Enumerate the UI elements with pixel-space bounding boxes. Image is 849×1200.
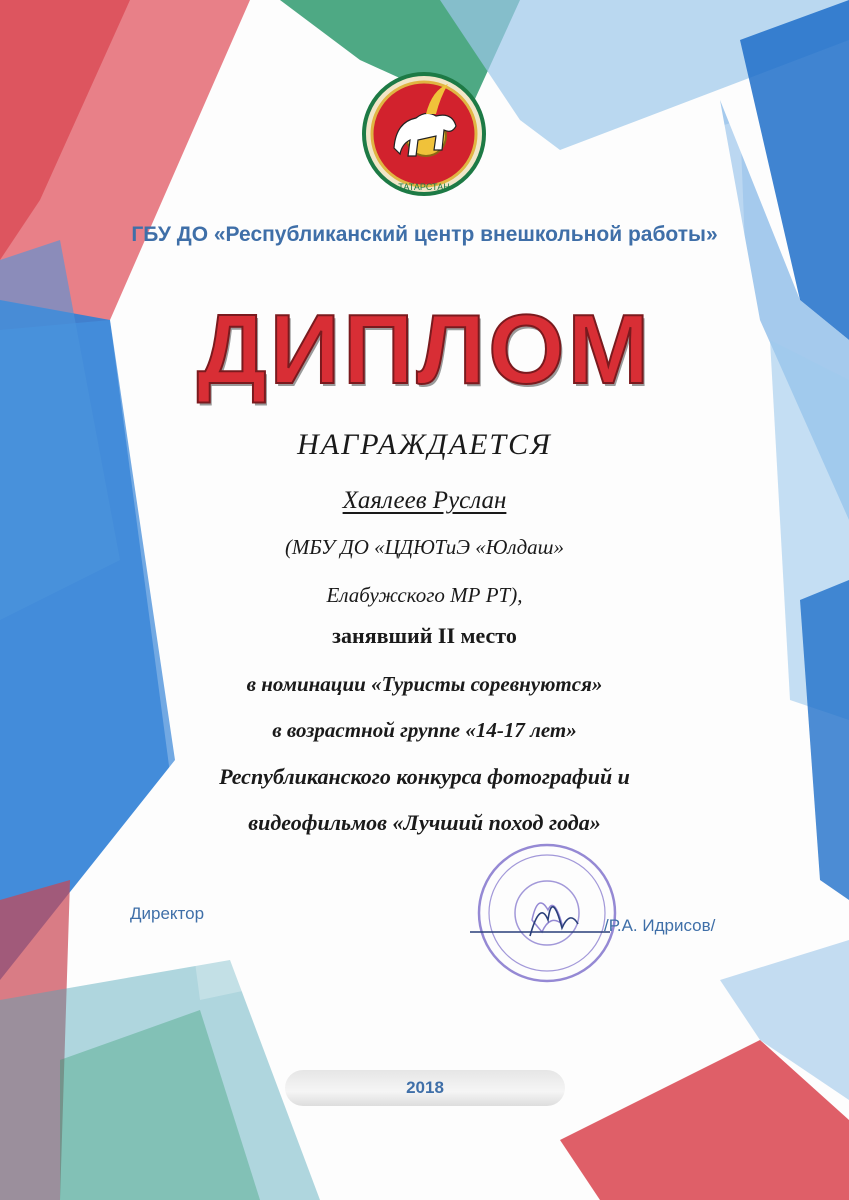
- recipient-org-line1: (МБУ ДО «ЦДЮТиЭ «Юлдаш»: [284, 535, 565, 559]
- director-signature: [470, 880, 650, 950]
- year-text: 2018: [406, 1078, 444, 1097]
- director-name: /Р.А. Идрисов/: [604, 916, 716, 935]
- awarded-label: НАГРАЖДАЕТСЯ: [297, 428, 552, 461]
- nomination-text: в номинации «Туристы соревнуются»: [246, 672, 603, 696]
- age-group-text: в возрастной группе «14-17 лет»: [272, 718, 577, 742]
- organization-name: ГБУ ДО «Республиканский центр внешкольной работы»: [131, 223, 718, 246]
- recipient-name: [0, 487, 849, 515]
- recipient-org-line2: Елабужского МР РТ),: [326, 583, 523, 607]
- recipient-name-text: Хаялеев Руслан: [342, 487, 507, 514]
- contest-line2: видеофильмов «Лучший поход года»: [248, 810, 601, 835]
- director-label: Директор: [130, 904, 205, 923]
- tatarstan-emblem-icon: [356, 70, 492, 200]
- svg-text:ТАТАРСТАН: ТАТАРСТАН: [398, 182, 450, 192]
- place-text: занявший II место: [332, 623, 517, 648]
- diploma-title: ДИПЛОМ: [196, 294, 653, 404]
- contest-line1: Республиканского конкурса фотографий и: [219, 764, 630, 789]
